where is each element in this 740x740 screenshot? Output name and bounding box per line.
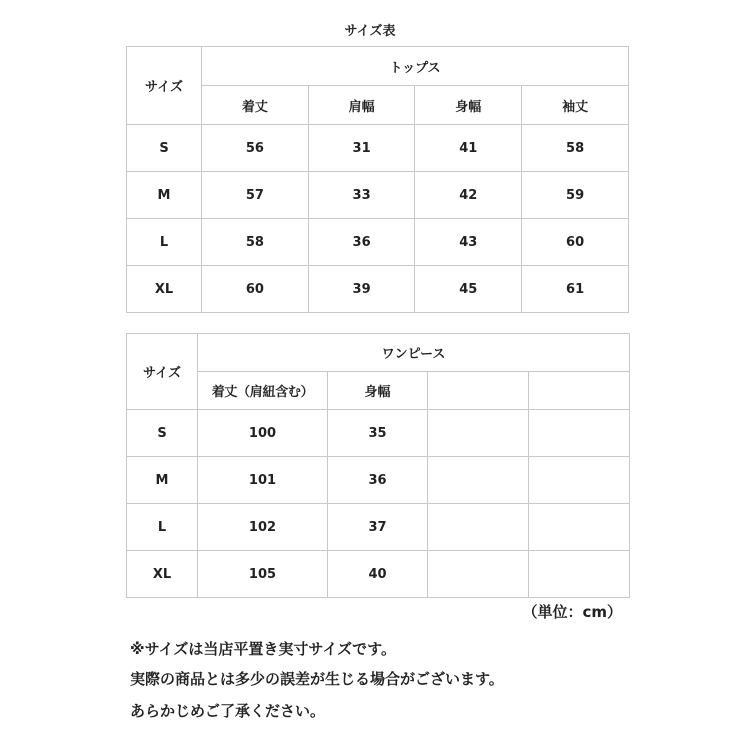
column-header [428,372,529,410]
unit-label: （単位：cm） [522,603,622,621]
size-header-cell: サイズ [127,334,198,410]
column-header-row [127,372,630,410]
column-header: 身幅 [415,86,522,125]
column-header [529,372,630,410]
table-cell: 57 [202,172,309,219]
size-label: L [127,504,198,551]
size-label: XL [127,266,202,313]
size-header-cell: サイズ [127,47,202,125]
table-header-row [127,334,630,372]
table-cell: 58 [522,125,629,172]
table-cell: 35 [328,410,428,457]
table-cell: 102 [198,504,328,551]
column-header: 身幅 [328,372,428,410]
table-cell: 43 [415,219,522,266]
table-cell: 61 [522,266,629,313]
table-cell [529,551,630,598]
column-header: 着丈（肩紐含む） [198,372,328,410]
size-label: XL [127,551,198,598]
note-line: 実際の商品とは多少の誤差が生じる場合がございます。 [130,670,504,688]
table-cell: 33 [308,172,415,219]
size-label: L [127,219,202,266]
table-cell: 39 [308,266,415,313]
onepiece-size-table [126,333,630,598]
table-cell [428,504,529,551]
table-cell: 36 [308,219,415,266]
tops-size-table [126,46,629,313]
table-cell [529,457,630,504]
size-label: S [127,125,202,172]
table-cell [428,457,529,504]
table-row [127,410,630,457]
table-row [127,457,630,504]
note-line: ※サイズは当店平置き実寸サイズです。 [130,640,396,658]
size-label: M [127,457,198,504]
table-row [127,172,629,219]
table-cell: 37 [328,504,428,551]
column-header: 肩幅 [308,86,415,125]
table-cell: 56 [202,125,309,172]
column-header: 着丈 [202,86,309,125]
column-header-row [127,86,629,125]
size-label: S [127,410,198,457]
table-cell: 42 [415,172,522,219]
table-cell: 36 [328,457,428,504]
table-cell [529,410,630,457]
table-row [127,266,629,313]
onepiece-group-header: ワンピース [198,334,630,372]
size-label: M [127,172,202,219]
tops-group-header: トップス [202,47,629,86]
table-cell: 105 [198,551,328,598]
table-cell: 101 [198,457,328,504]
table-row [127,219,629,266]
note-line: あらかじめご了承ください。 [130,702,326,720]
table-cell: 41 [415,125,522,172]
table-row [127,551,630,598]
table-row [127,125,629,172]
table-row [127,504,630,551]
table-header-row [127,47,629,86]
table-cell: 58 [202,219,309,266]
table-cell [428,551,529,598]
table-cell: 31 [308,125,415,172]
table-cell: 45 [415,266,522,313]
table-cell: 40 [328,551,428,598]
table-cell: 60 [522,219,629,266]
column-header: 袖丈 [522,86,629,125]
page-title: サイズ表 [344,24,396,39]
table-cell: 59 [522,172,629,219]
table-cell: 100 [198,410,328,457]
table-cell: 60 [202,266,309,313]
table-cell [529,504,630,551]
table-cell [428,410,529,457]
